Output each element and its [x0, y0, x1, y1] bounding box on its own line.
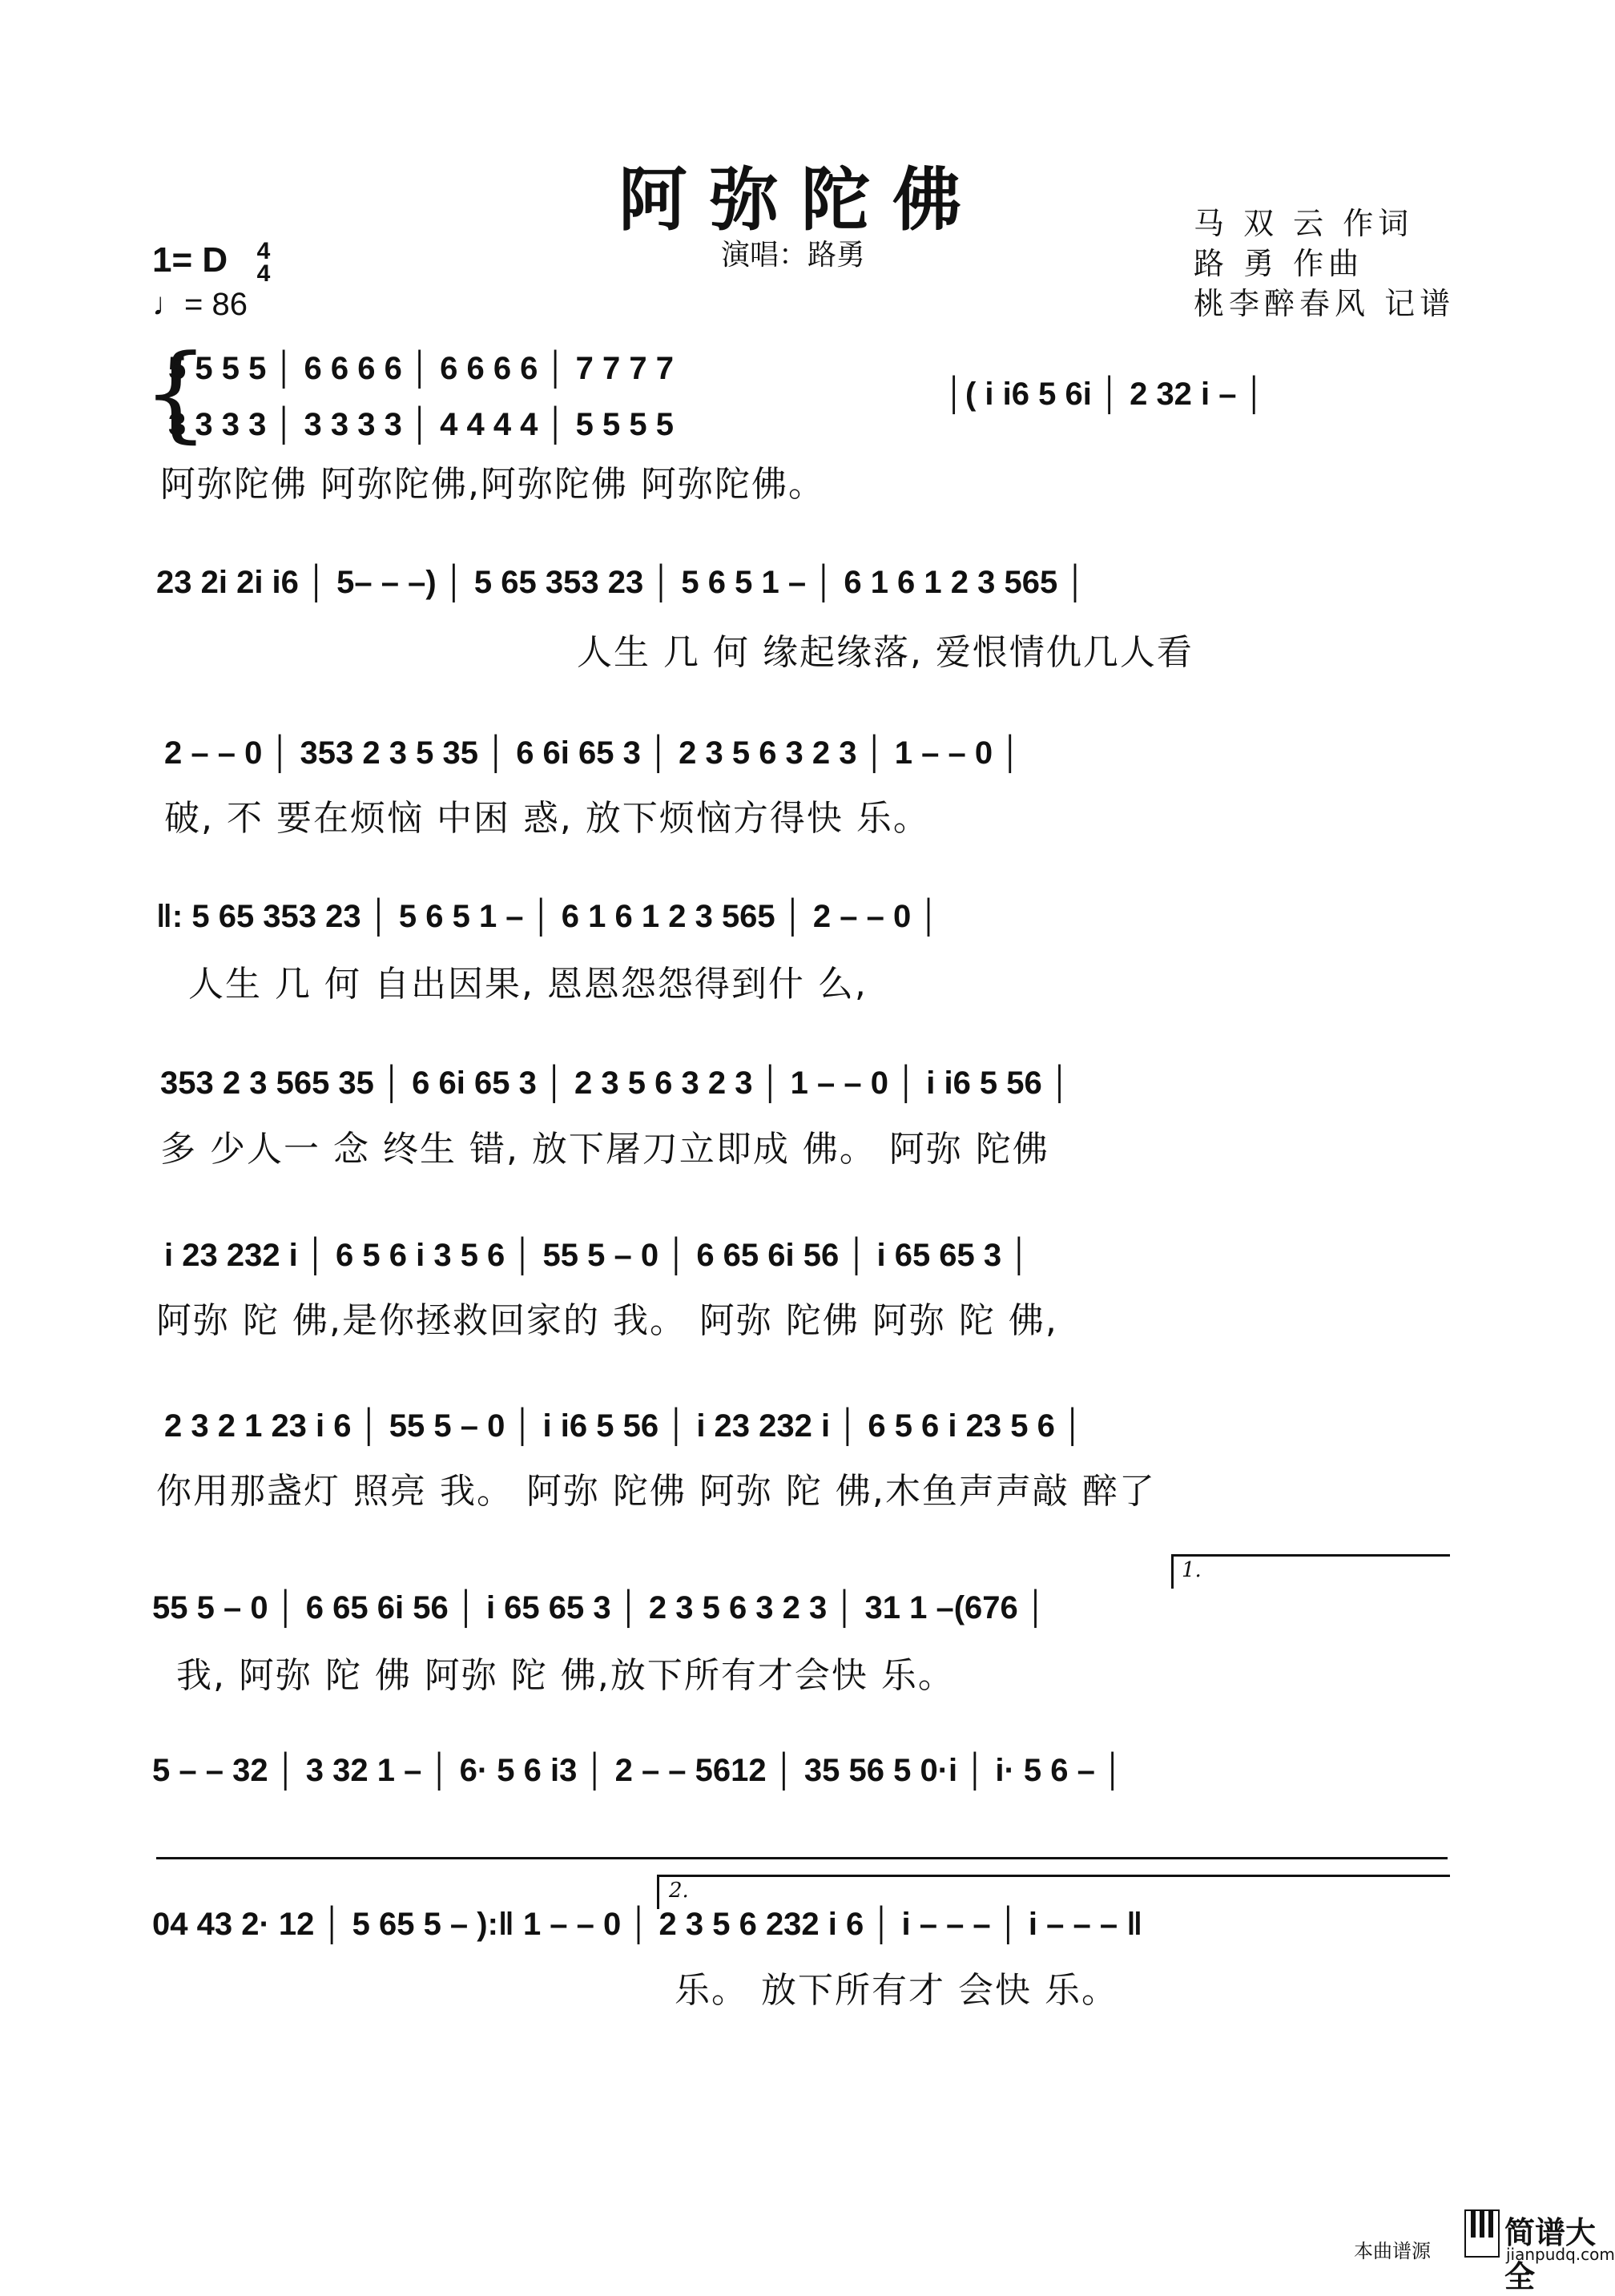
transcriber-credit: 桃李醉春风 记谱 [1194, 286, 1456, 321]
tempo-marking: ♩= 86 [152, 287, 248, 322]
notation-line-2: 23 2i 2i i6 │ 5– – –) │ 5 65 353 23 │ 5 6 5 1 – │ 6 1 6 1 2 3 565 │ [156, 565, 1087, 600]
song-title: 阿弥陀佛 [618, 159, 984, 240]
intro-lower-voice: 3 3 3 3 │ 3 3 3 3 │ 4 4 4 4 │ 5 5 5 5 [168, 407, 674, 442]
lyrics-line-10: 乐。 放下所有才 会快 乐。 [675, 1970, 1118, 2011]
lyrics-line-8: 我, 阿弥 陀 佛 阿弥 陀 佛,放下所有才会快 乐。 [176, 1655, 955, 1696]
piano-keys-icon [1464, 2209, 1500, 2258]
notation-line-10: 04 43 2· 12 │ 5 65 5 – ):‖ 1 – – 0 │ 2 3 5 6 232 i 6 │ i – – – │ i – – – ‖ [152, 1907, 1143, 1942]
notation-line-7: 2 3 2 1 23 i 6 │ 55 5 – 0 │ i i6 5 56 │ i 23 232 i │ 6 5 6 i 23 5 6 │ [164, 1408, 1084, 1444]
lyrics-line-5: 多 少人一 念 终生 错, 放下屠刀立即成 佛。 阿弥 陀佛 [160, 1129, 1049, 1170]
lyricist-credit: 马 双 云 作词 [1194, 206, 1414, 241]
lyrics-line-6: 阿弥 陀 佛,是你拯救回家的 我。 阿弥 陀佛 阿弥 陀 佛, [156, 1300, 1058, 1341]
time-denominator: 4 [256, 260, 271, 287]
second-ending-label: 2. [669, 1879, 689, 1903]
continuation-line [156, 1857, 1448, 1859]
time-numerator: 4 [256, 238, 271, 264]
lyrics-line-4: 人生 几 何 自出因果, 恩恩怨怨得到什 么, [188, 964, 868, 1005]
notation-line-9: 5 – – 32 │ 3 32 1 – │ 6· 5 6 i3 │ 2 – – 5612 │ 35 56 5 0·i │ i· 5 6 – │ [152, 1753, 1124, 1788]
staff-brace: { [143, 332, 209, 453]
lyrics-line-2: 人生 几 何 缘起缘落, 爱恨情仇几人看 [577, 632, 1194, 673]
source-note: 本曲谱源 [1354, 2240, 1431, 2262]
notation-line-5: 353 2 3 565 35 │ 6 6i 65 3 │ 2 3 5 6 3 2 3 │ 1 – – 0 │ i i6 5 56 │ [160, 1065, 1071, 1101]
logo-title: 简谱大全 [1504, 2215, 1597, 2294]
notation-line-4: ‖: 5 65 353 23 │ 5 6 5 1 – │ 6 1 6 1 2 3 565 │ 2 – – 0 │ [156, 899, 940, 934]
second-ending-bracket [657, 1875, 1450, 1909]
intro-melody: │( i i6 5 6i │ 2 32 i – │ [945, 377, 1266, 412]
logo-url: jianpudq.com [1506, 2245, 1615, 2264]
notation-line-8: 55 5 – 0 │ 6 65 6i 56 │ i 65 65 3 │ 2 3 5 6 3 2 3 │ 31 1 –(676 │ [152, 1590, 1047, 1625]
lyrics-line-7: 你用那盏灯 照亮 我。 阿弥 陀佛 阿弥 陀 佛,木鱼声声敲 醉了 [156, 1471, 1156, 1512]
intro-upper-voice: 5 5 5 5 │ 6 6 6 6 │ 6 6 6 6 │ 7 7 7 7 [168, 351, 674, 386]
time-signature [253, 240, 274, 285]
site-logo[interactable] [1464, 2201, 1615, 2294]
lyrics-line-3: 破, 不 要在烦恼 中困 惑, 放下烦恼方得快 乐。 [164, 798, 930, 839]
first-ending-bracket [1171, 1554, 1450, 1589]
lyrics-line-1: 阿弥陀佛 阿弥陀佛,阿弥陀佛 阿弥陀佛。 [160, 464, 825, 505]
notation-line-3: 2 – – 0 │ 353 2 3 5 35 │ 6 6i 65 3 │ 2 3 5 6 3 2 3 │ 1 – – 0 │ [164, 735, 1022, 771]
first-ending-label: 1. [1182, 1558, 1202, 1582]
singer-credit: 演唱：路勇 [721, 239, 866, 272]
key-signature: 1= D [152, 240, 228, 280]
notation-line-6: i 23 232 i │ 6 5 6 i 3 5 6 │ 55 5 – 0 │ 6 65 6i 56 │ i 65 65 3 │ [164, 1238, 1031, 1273]
composer-credit: 路 勇 作曲 [1194, 246, 1364, 281]
